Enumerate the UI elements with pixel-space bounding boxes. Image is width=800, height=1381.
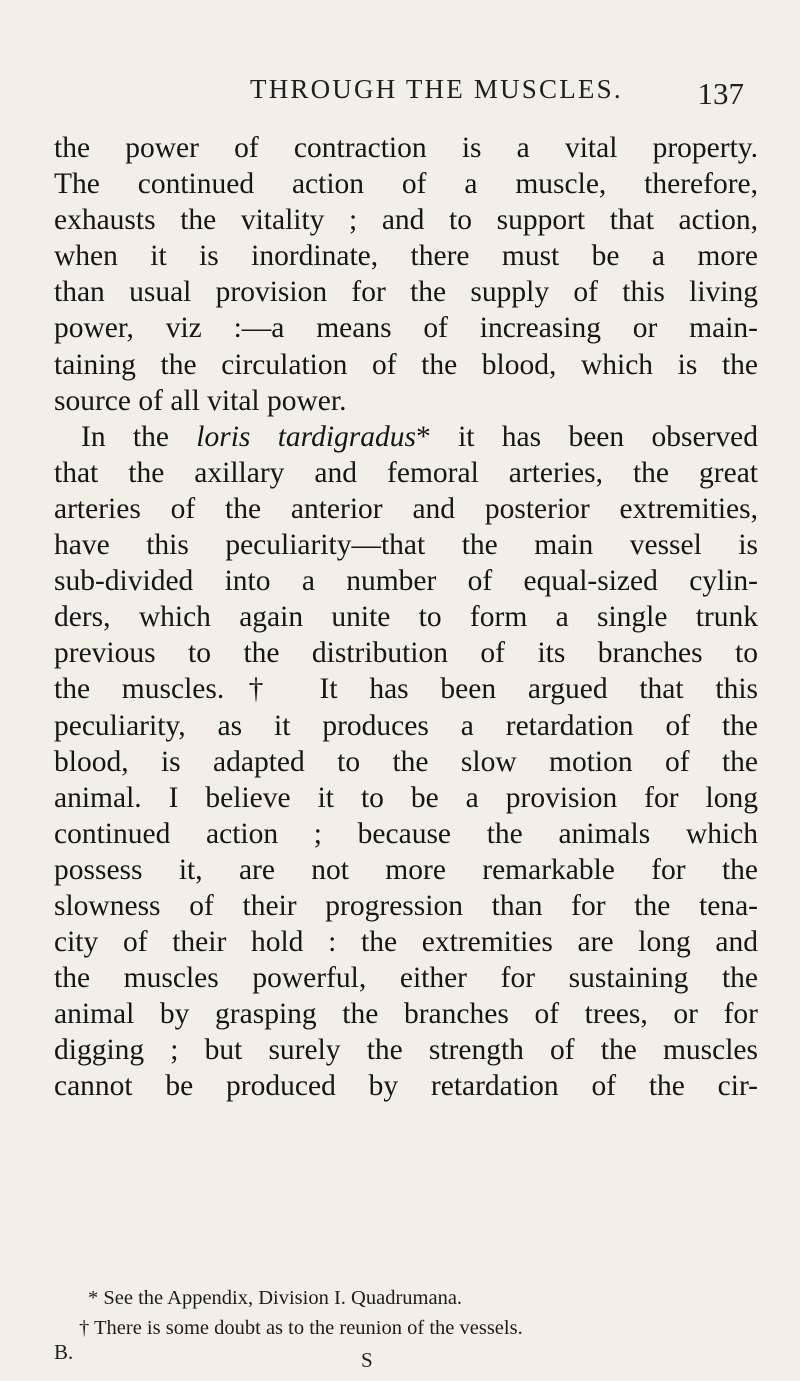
- text-line-5: than usual provision for the supply of this living: [54, 276, 758, 309]
- text-line-2: The continued action of a muscle, therefore,: [54, 168, 758, 201]
- footnotes: [54, 1283, 758, 1343]
- body-text: [54, 130, 758, 1105]
- signature-marks: [0, 1340, 800, 1370]
- text-line-6: power, viz :—a means of increasing or main-: [54, 312, 758, 345]
- text-line-25: animal by grasping the branches of trees, or for: [54, 998, 758, 1031]
- text-line-21: possess it, are not more remarkable for the: [54, 853, 758, 886]
- text-line-16: the muscles.† It has been argued that this: [54, 673, 758, 706]
- text-line-4: when it is inordinate, there must be a more: [54, 240, 758, 273]
- running-head: [0, 74, 800, 110]
- text-line-11: arteries of the anterior and posterior extremities,: [54, 492, 758, 525]
- running-title: THROUGH THE MUSCLES.: [250, 74, 623, 104]
- text-line-9: In the loris tardigradus* it has been observed: [81, 420, 758, 453]
- text-line-3: exhausts the vitality ; and to support that action,: [54, 204, 758, 237]
- text-line-1: the power of contraction is a vital property.: [54, 132, 758, 164]
- text-line-18: blood, is adapted to the slow motion of the: [54, 745, 758, 778]
- text-line-26: digging ; but surely the strength of the muscles: [54, 1034, 758, 1067]
- text-line-15: previous to the distribution of its branches to: [54, 637, 758, 670]
- text-line-12: have this peculiarity—that the main vessel is: [54, 529, 758, 562]
- text-line-20: continued action ; because the animals which: [54, 817, 758, 850]
- text-line-17: peculiarity, as it produces a retardation of the: [54, 709, 758, 742]
- text-line-8: source of all vital power.: [54, 384, 347, 417]
- signature-left: B.: [54, 1340, 74, 1364]
- signature-center: S: [361, 1348, 373, 1372]
- text-line-27: cannot be produced by retardation of the cir-: [54, 1070, 758, 1103]
- page-number: 137: [697, 76, 744, 111]
- text-line-24: the muscles powerful, either for sustaining the: [54, 962, 758, 995]
- text-line-7: taining the circulation of the blood, which is the: [54, 348, 758, 381]
- species-name: loris tardigradus: [196, 420, 416, 453]
- text-line-23: city of their hold : the extremities are long and: [54, 926, 758, 959]
- text-line-19: animal. I believe it to be a provision for long: [54, 781, 758, 814]
- footnote-reunion: † There is some doubt as to the reunion of the vessels.: [79, 1317, 523, 1339]
- text-line-14: ders, which again unite to form a single trunk: [54, 601, 758, 634]
- footnote-appendix: * See the Appendix, Division I. Quadrumana.: [88, 1287, 463, 1309]
- text-line-10: that the axillary and femoral arteries, the great: [54, 456, 758, 489]
- text-line-22: slowness of their progression than for the tena-: [54, 889, 758, 922]
- text-line-13: sub-divided into a number of equal-sized cylin-: [54, 565, 758, 598]
